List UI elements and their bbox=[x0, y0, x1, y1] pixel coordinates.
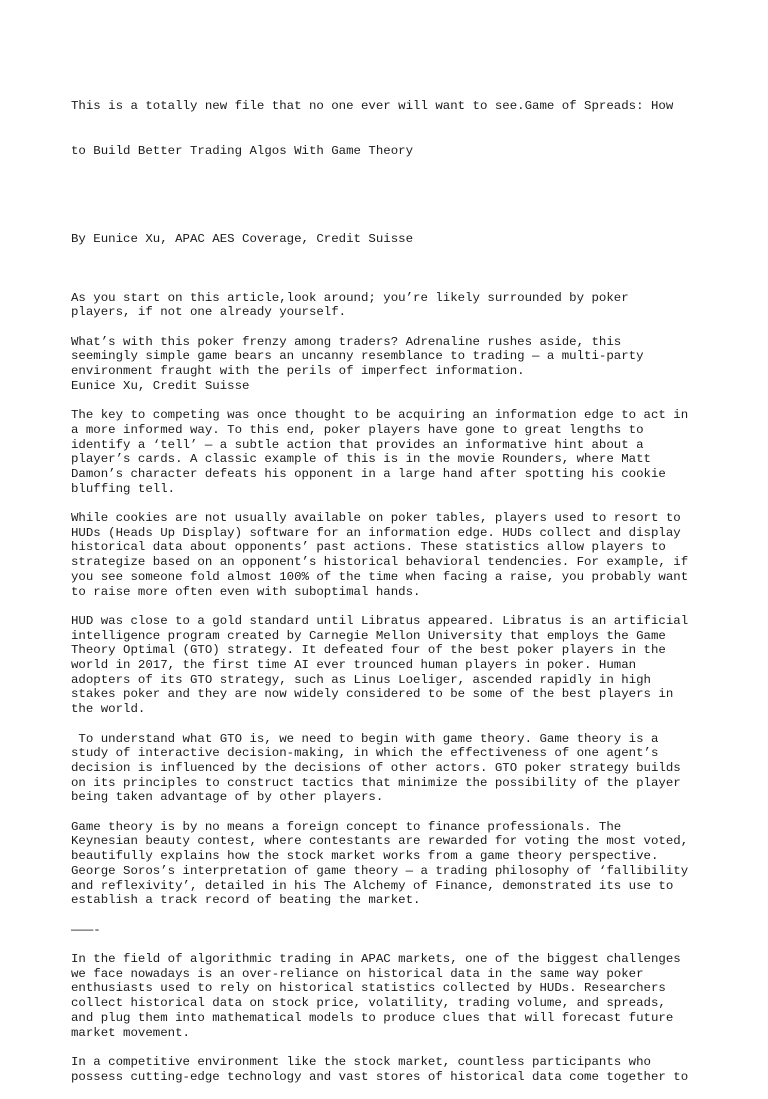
paragraph-line: bluffing tell. bbox=[71, 481, 176, 496]
document-page bbox=[71, 70, 711, 1099]
paragraph-line: George Soros’s interpretation of game theory — a trading philosophy of ‘fallibility bbox=[71, 863, 689, 878]
paragraph-line: players, if not one already yourself. bbox=[71, 305, 347, 320]
paragraph bbox=[71, 923, 711, 938]
paragraph-line: the world. bbox=[71, 702, 146, 717]
paragraph-line: HUD was close to a gold standard until Libratus appeared. Libratus is an artificial bbox=[71, 613, 689, 628]
paragraph-line: to raise more often even with suboptimal hands. bbox=[71, 584, 421, 599]
paragraph-line: possess cutting-edge technology and vast stores of historical data come together to bbox=[71, 1069, 689, 1084]
paragraph-line: intelligence program created by Carnegie Mellon University that employs the Game bbox=[71, 628, 666, 643]
paragraph-line: The key to competing was once thought to be acquiring an information edge to act in bbox=[71, 408, 689, 423]
paragraph bbox=[71, 614, 711, 717]
paragraph-line: In a competitive environment like the stock market, countless participants who bbox=[71, 1054, 651, 1069]
paragraph-line: collect historical data on stock price, volatility, trading volume, and spreads, bbox=[71, 996, 666, 1011]
title-line: This is a totally new file that no one ever will want to see.Game of Spreads: How bbox=[71, 99, 674, 114]
paragraph-line: on its principles to construct tactics that minimize the possibility of the player bbox=[71, 775, 681, 790]
byline-text: By Eunice Xu, APAC AES Coverage, Credit Suisse bbox=[71, 231, 414, 246]
paragraph-line: HUDs (Heads Up Display) software for an information edge. HUDs collect and display bbox=[71, 525, 681, 540]
paragraph-line: stakes poker and they are now widely considered to be some of the best players in bbox=[71, 687, 674, 702]
paragraph bbox=[71, 408, 711, 496]
paragraph-line: a more informed way. To this end, poker players have gone to great lengths to bbox=[71, 422, 644, 437]
paragraph-line: environment fraught with the perils of imperfect information. bbox=[71, 364, 525, 379]
paragraph-line: player’s cards. A classic example of this is in the movie Rounders, where Matt bbox=[71, 452, 651, 467]
paragraph-line: enthusiasts used to rely on historical statistics collected by HUDs. Researchers bbox=[71, 981, 666, 996]
paragraph-line: Damon’s character defeats his opponent in a large hand after spotting his cookie bbox=[71, 466, 666, 481]
paragraph-line: we face nowadays is an over-reliance on historical data in the same way poker bbox=[71, 966, 644, 981]
paragraph-line: market movement. bbox=[71, 1025, 190, 1040]
document-title bbox=[71, 70, 711, 188]
paragraph-line: decision is influenced by the decisions of other actors. GTO poker strategy builds bbox=[71, 760, 681, 775]
paragraph-line: strategize based on an opponent’s historical behavioral tendencies. For example, if bbox=[71, 555, 689, 570]
paragraph-line: identify a ‘tell’ — a subtle action that provides an informative hint about a bbox=[71, 437, 644, 452]
paragraph-line: Game theory is by no means a foreign concept to finance professionals. The bbox=[71, 819, 622, 834]
paragraph-line: study of interactive decision-making, in which the effectiveness of one agent’s bbox=[71, 746, 659, 761]
title-line: to Build Better Trading Algos With Game Theory bbox=[71, 143, 414, 158]
paragraph bbox=[71, 1055, 711, 1084]
paragraph-line: adopters of its GTO strategy, such as Linus Loeliger, ascended rapidly in high bbox=[71, 672, 651, 687]
paragraph bbox=[71, 820, 711, 908]
paragraph-line: and plug them into mathematical models to produce clues that will forecast future bbox=[71, 1010, 674, 1025]
paragraph-line: historical data about opponents’ past actions. These statistics allow players to bbox=[71, 540, 666, 555]
paragraph-line: Eunice Xu, Credit Suisse bbox=[71, 378, 250, 393]
paragraph-line: seemingly simple game bears an uncanny resemblance to trading — a multi-party bbox=[71, 349, 644, 364]
paragraph-line: world in 2017, the first time AI ever trounced human players in poker. Human bbox=[71, 658, 637, 673]
paragraph-line: Keynesian beauty contest, where contestants are rewarded for voting the most voted, bbox=[71, 834, 689, 849]
paragraph-line: establish a track record of beating the market. bbox=[71, 893, 421, 908]
byline bbox=[71, 202, 711, 276]
paragraph-line: being taken advantage of by other players. bbox=[71, 790, 384, 805]
paragraph-line: To understand what GTO is, we need to begin with game theory. Game theory is a bbox=[71, 731, 659, 746]
paragraph bbox=[71, 511, 711, 599]
paragraph-line: ———- bbox=[71, 922, 101, 937]
article-body bbox=[71, 291, 711, 1085]
paragraph bbox=[71, 732, 711, 806]
paragraph-line: you see someone fold almost 100% of the time when facing a raise, you probably want bbox=[71, 569, 689, 584]
paragraph bbox=[71, 952, 711, 1040]
paragraph-line: While cookies are not usually available on poker tables, players used to resort to bbox=[71, 511, 681, 526]
paragraph-line: beautifully explains how the stock market works from a game theory perspective. bbox=[71, 849, 659, 864]
paragraph-line: What’s with this poker frenzy among traders? Adrenaline rushes aside, this bbox=[71, 334, 622, 349]
paragraph bbox=[71, 291, 711, 320]
paragraph-line: As you start on this article,look around; you’re likely surrounded by poker bbox=[71, 290, 629, 305]
paragraph-line: and reflexivity’, detailed in his The Alchemy of Finance, demonstrated its use to bbox=[71, 878, 674, 893]
paragraph-line: In the field of algorithmic trading in APAC markets, one of the biggest challenges bbox=[71, 952, 681, 967]
paragraph bbox=[71, 335, 711, 394]
paragraph-line: Theory Optimal (GTO) strategy. It defeated four of the best poker players in the bbox=[71, 643, 666, 658]
